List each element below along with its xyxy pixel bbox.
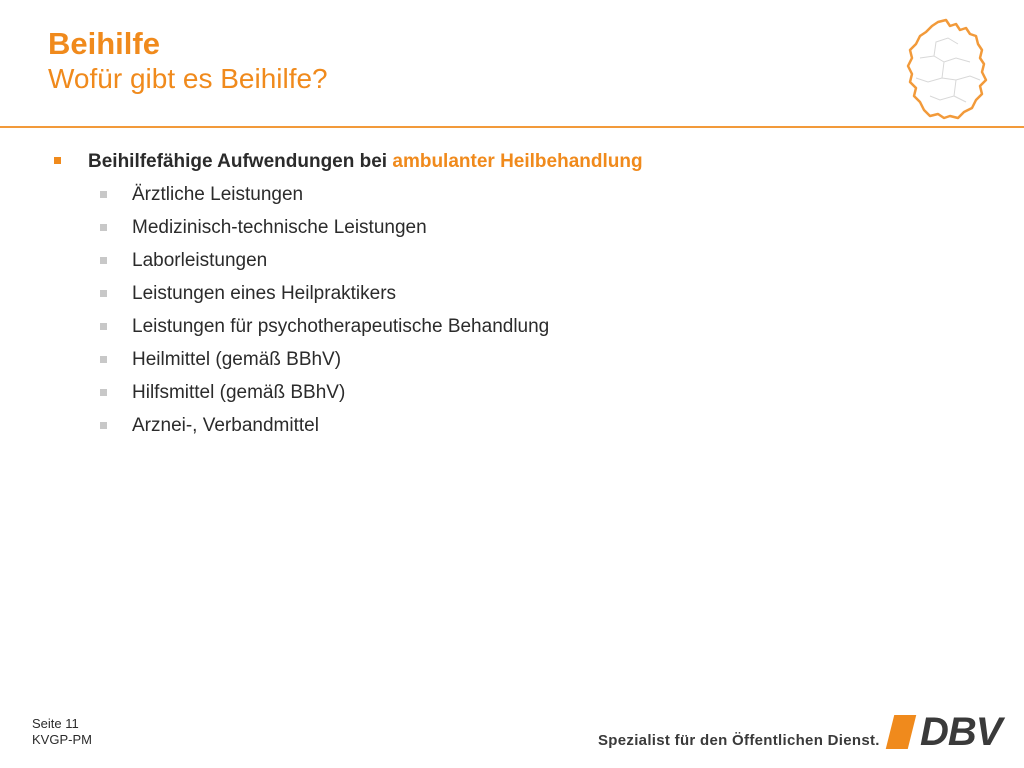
company-tagline: Spezialist für den Öffentlichen Dienst. bbox=[598, 732, 880, 749]
list-item-text: Medizinisch-technische Leistungen bbox=[132, 217, 427, 238]
dbv-logo bbox=[890, 712, 1001, 752]
list-item bbox=[54, 376, 954, 409]
logo-text: DBV bbox=[920, 710, 1002, 754]
list-item-text: Leistungen für psychotherapeutische Behandlung bbox=[132, 316, 550, 337]
square-bullet-icon bbox=[100, 257, 107, 264]
slide-content bbox=[54, 146, 954, 442]
logo-slash-icon bbox=[886, 715, 916, 749]
list-item-text: Arznei-, Verbandmittel bbox=[132, 415, 319, 436]
square-bullet-icon bbox=[100, 191, 107, 198]
list-item-text: Hilfsmittel (gemäß BBhV) bbox=[132, 382, 346, 403]
list-item-text: Ärztliche Leistungen bbox=[132, 184, 304, 205]
list-item bbox=[54, 244, 954, 277]
sub-bullet-list bbox=[54, 178, 954, 442]
list-item bbox=[54, 343, 954, 376]
main-item-highlight: ambulanter Heilbehandlung bbox=[392, 151, 643, 172]
square-bullet-icon bbox=[100, 356, 107, 363]
main-bullet-item bbox=[54, 146, 954, 178]
list-item bbox=[54, 310, 954, 343]
list-item bbox=[54, 277, 954, 310]
header-divider bbox=[0, 126, 1024, 128]
square-bullet-icon bbox=[100, 224, 107, 231]
list-item-text: Heilmittel (gemäß BBhV) bbox=[132, 349, 342, 370]
square-bullet-icon bbox=[100, 422, 107, 429]
square-bullet-icon bbox=[100, 323, 107, 330]
slide-subtitle: Wofür gibt es Beihilfe? bbox=[48, 63, 328, 94]
page-number: Seite 11 bbox=[32, 716, 79, 731]
square-bullet-icon bbox=[100, 290, 107, 297]
document-code: KVGP-PM bbox=[32, 732, 92, 747]
list-item bbox=[54, 409, 954, 442]
slide-title: Beihilfe bbox=[48, 26, 160, 61]
list-item-text: Leistungen eines Heilpraktikers bbox=[132, 283, 397, 304]
list-item bbox=[54, 178, 954, 211]
list-item-text: Laborleistungen bbox=[132, 250, 268, 271]
square-bullet-icon bbox=[100, 389, 107, 396]
list-item bbox=[54, 211, 954, 244]
square-bullet-icon bbox=[54, 157, 61, 164]
main-item-text: Beihilfefähige Aufwendungen bei bbox=[88, 151, 393, 172]
germany-map-icon bbox=[900, 18, 992, 122]
